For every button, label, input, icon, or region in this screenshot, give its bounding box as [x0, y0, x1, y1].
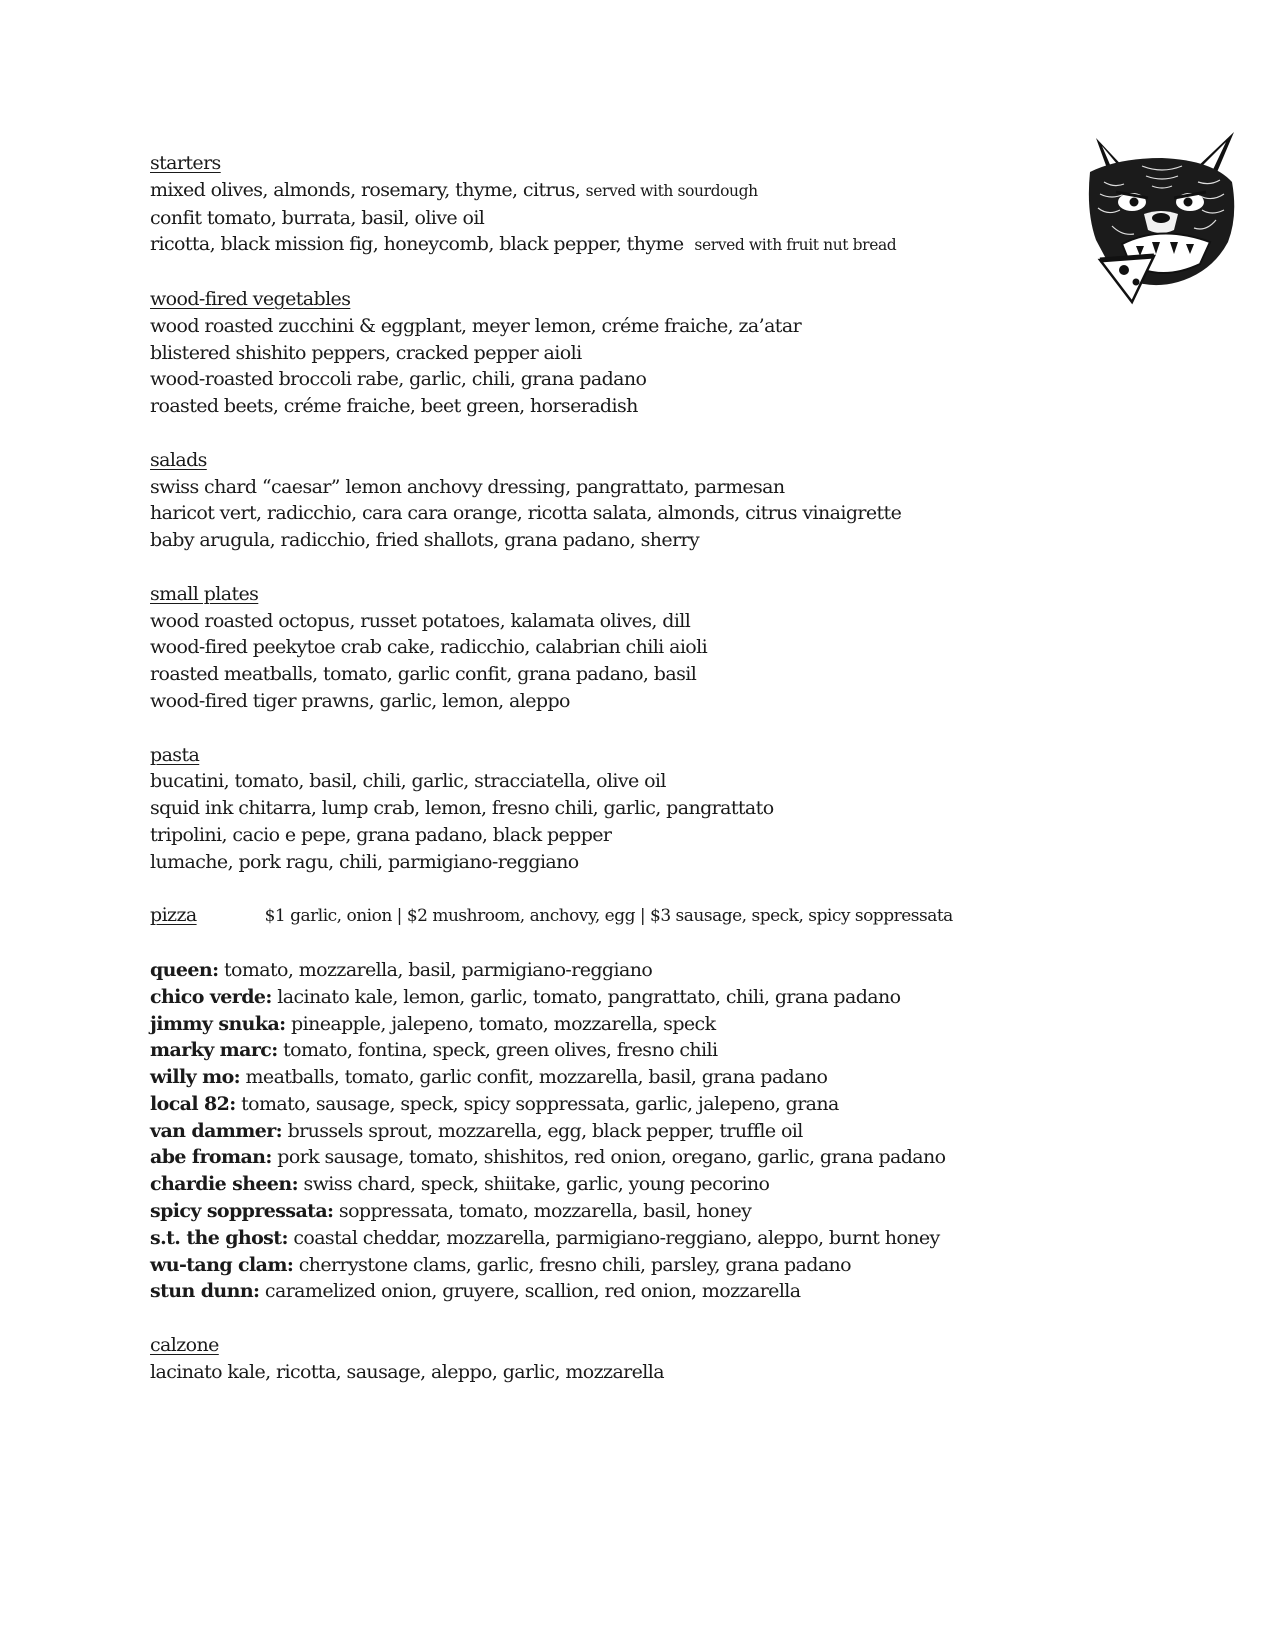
menu-item: wood-fired peekytoe crab cake, radicchio, calabrian chili aioli [150, 636, 708, 659]
pizza-description: meatballs, tomato, garlic confit, mozzarella, basil, grana padano [245, 1066, 828, 1089]
section-wood-fired-vegetables [150, 286, 1070, 420]
pizza-item [150, 1064, 1070, 1091]
pizza-description: lacinato kale, lemon, garlic, tomato, pangrattato, chili, grana padano [277, 985, 901, 1008]
pizza-name: stun dunn: [150, 1280, 260, 1303]
menu-item: tripolini, cacio e pepe, grana padano, black pepper [150, 823, 612, 846]
section-starters [150, 150, 1070, 259]
menu-item: ricotta, black mission fig, honeycomb, black pepper, thyme served with fruit nut bread [150, 233, 897, 256]
pizza-name: queen: [150, 958, 219, 981]
pizza-name: jimmy snuka: [150, 1012, 286, 1035]
pizza-item [150, 1037, 1070, 1064]
wolf-logo-icon [1082, 132, 1238, 308]
pizza-item [150, 1171, 1070, 1198]
menu-item: lacinato kale, ricotta, sausage, aleppo, garlic, mozzarella [150, 1360, 664, 1383]
pizza-name: marky marc: [150, 1039, 278, 1062]
pizza-name: s.t. the ghost: [150, 1226, 288, 1249]
pizza-name: wu-tang clam: [150, 1253, 294, 1276]
serving-note: served with fruit nut bread [694, 236, 897, 255]
pizza-name: van dammer: [150, 1119, 283, 1142]
pizza-description: pineapple, jalepeno, tomato, mozzarella, speck [291, 1012, 716, 1035]
pizza-item [150, 1225, 1070, 1252]
pizza-item [150, 1118, 1070, 1145]
menu-item: lumache, pork ragu, chili, parmigiano-reggiano [150, 850, 579, 873]
pizza-name: spicy soppressata: [150, 1200, 334, 1223]
pizza-description: cherrystone clams, garlic, fresno chili, parsley, grana padano [298, 1253, 852, 1276]
menu-item: wood roasted octopus, russet potatoes, kalamata olives, dill [150, 609, 691, 632]
pizza-item [150, 957, 1070, 984]
section-pizza [150, 957, 1070, 1305]
pizza-item [150, 1144, 1070, 1171]
pizza-description: pork sausage, tomato, shishitos, red onion, oregano, garlic, grana padano [277, 1146, 946, 1169]
menu-item: mixed olives, almonds, rosemary, thyme, citrus, served with sourdough [150, 178, 758, 201]
menu-item: roasted meatballs, tomato, garlic confit, grana padano, basil [150, 663, 697, 686]
section-calzone [150, 1332, 1070, 1386]
menu-item: confit tomato, burrata, basil, olive oil [150, 206, 485, 229]
menu-item: squid ink chitarra, lump crab, lemon, fresno chili, garlic, pangrattato [150, 797, 774, 820]
pizza-add-ons: $1 garlic, onion | $2 mushroom, anchovy, egg | $3 sausage, speck, spicy soppressata [264, 906, 953, 927]
pizza-description: swiss chard, speck, shiitake, garlic, young pecorino [303, 1173, 770, 1196]
section-heading: small plates [150, 582, 259, 605]
menu-document [150, 150, 1070, 1412]
menu-item: baby arugula, radicchio, fried shallots, grana padano, sherry [150, 529, 700, 552]
pizza-item [150, 1252, 1070, 1279]
menu-item: wood roasted zucchini & eggplant, meyer lemon, créme fraiche, za’atar [150, 314, 802, 337]
pizza-item [150, 1011, 1070, 1038]
menu-item: wood-fired tiger prawns, garlic, lemon, aleppo [150, 689, 570, 712]
serving-note: served with sourdough [585, 181, 758, 200]
pizza-description: coastal cheddar, mozzarella, parmigiano-reggiano, aleppo, burnt honey [293, 1226, 940, 1249]
pizza-name: chico verde: [150, 985, 272, 1008]
pizza-name: willy mo: [150, 1066, 241, 1089]
pizza-name: abe froman: [150, 1146, 272, 1169]
pizza-description: tomato, sausage, speck, spicy soppressata, garlic, jalepeno, grana [241, 1092, 839, 1115]
pizza-header [150, 902, 1070, 930]
pizza-item [150, 1091, 1070, 1118]
section-heading: salads [150, 448, 207, 471]
section-heading: pasta [150, 743, 200, 766]
section-heading: starters [150, 152, 221, 174]
section-heading: calzone [150, 1334, 219, 1357]
pizza-name: chardie sheen: [150, 1173, 299, 1196]
section-salads [150, 447, 1070, 554]
pizza-name: local 82: [150, 1092, 236, 1115]
section-small-plates [150, 581, 1070, 715]
section-pasta [150, 742, 1070, 876]
menu-item: blistered shishito peppers, cracked pepper aioli [150, 341, 582, 364]
pizza-description: tomato, fontina, speck, green olives, fresno chili [283, 1039, 718, 1062]
menu-item: roasted beets, créme fraiche, beet green, horseradish [150, 395, 638, 418]
pizza-description: tomato, mozzarella, basil, parmigiano-reggiano [223, 958, 653, 981]
section-heading: pizza [150, 904, 197, 927]
pizza-item [150, 984, 1070, 1011]
pizza-item [150, 1198, 1070, 1225]
menu-item: bucatini, tomato, basil, chili, garlic, stracciatella, olive oil [150, 770, 666, 793]
pizza-item [150, 1278, 1070, 1305]
pizza-description: caramelized onion, gruyere, scallion, red onion, mozzarella [264, 1280, 801, 1303]
menu-item: haricot vert, radicchio, cara cara orange, ricotta salata, almonds, citrus vinaigrette [150, 502, 902, 525]
menu-item: wood-roasted broccoli rabe, garlic, chili, grana padano [150, 368, 647, 391]
pizza-description: brussels sprout, mozzarella, egg, black pepper, truffle oil [287, 1119, 803, 1142]
section-heading: wood-fired vegetables [150, 287, 351, 310]
pizza-description: soppressata, tomato, mozzarella, basil, honey [338, 1200, 752, 1223]
menu-item: swiss chard “caesar” lemon anchovy dressing, pangrattato, parmesan [150, 475, 785, 498]
